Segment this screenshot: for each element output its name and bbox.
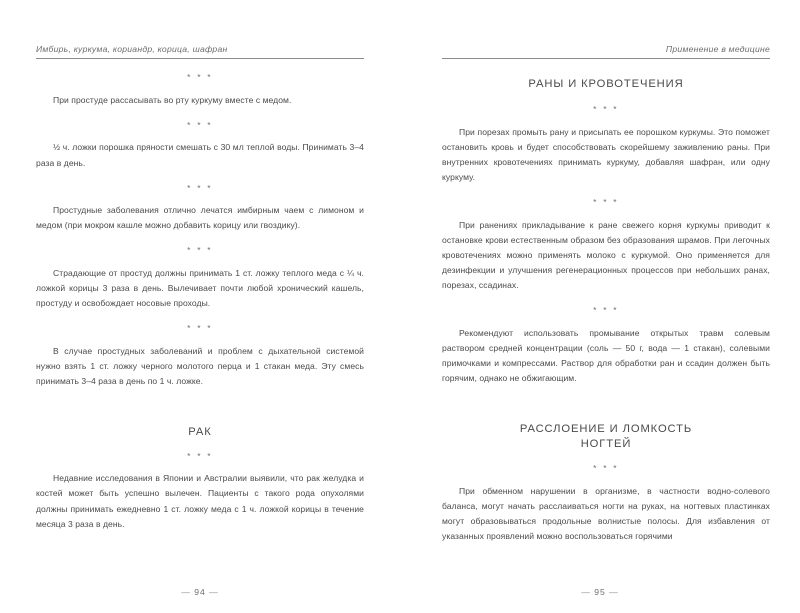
- section-cancer: [36, 425, 364, 440]
- running-head-rule-right: [442, 58, 770, 59]
- separator-asterisks: * * *: [593, 197, 619, 208]
- running-head-right: Применение в медицине: [665, 44, 770, 54]
- section-nails: [442, 422, 770, 452]
- folio-dash-left: —: [581, 587, 591, 597]
- separator-asterisks: * * *: [187, 245, 213, 256]
- section-heading-nails-line1: РАССЛОЕНИЕ И ЛОМКОСТЬ: [519, 423, 693, 436]
- separator-asterisks: * * *: [187, 119, 213, 130]
- page-right: [400, 0, 800, 613]
- separator-asterisks: * * *: [187, 450, 213, 461]
- section-heading-cancer: РАК: [188, 425, 212, 438]
- paragraph-cancer-research: Недавние исследования в Японии и Австралии выявили, что рак желудка и костей может быть успешно вылечен. Пациенты с такого рода опухолями должны принимать ежедневно 1 ст. ложку меда с 1 ч. ложкой корицы в течение месяца 3 раза в день.: [36, 473, 364, 529]
- folio-dash-left: —: [181, 587, 191, 597]
- paragraph-spice-powder-water: ½ ч. ложки порошка пряности смешать с 30 мл теплой воды. Принимать 3–4 раза в день.: [36, 142, 364, 168]
- running-head-left: Имбирь, куркума, кориандр, корица, шафран: [36, 44, 228, 54]
- separator-asterisks: * * *: [593, 104, 619, 115]
- paragraph-ginger-tea: Простудные заболевания отлично лечатся имбирным чаем с лимоном и медом (при мокром кашле можно добавить корицу или гвоздику).: [36, 205, 364, 231]
- separator-asterisks: * * *: [187, 323, 213, 334]
- paragraph-cold-turmeric-honey: При простуде рассасывать во рту куркуму вместе с медом.: [53, 94, 292, 105]
- paragraph-black-pepper-honey: В случае простудных заболеваний и проблем с дыхательной системой нужно взять 1 ст. ложку черного молотого перца и 1 стакан меда. Эту смесь принимать 3–4 раза в день по 1 ч. ложке.: [36, 345, 364, 386]
- separator-asterisks: * * *: [593, 305, 619, 316]
- running-head-rule-left: [36, 58, 364, 59]
- paragraph-honey-cinnamon-cough: Страдающие от простуд должны принимать 1 ст. ложку теплого меда с ¼ ч. ложкой корицы 3 раза в день. Вылечивает почти любой хронический кашель, простуду и освобождает носовые проходы.: [36, 267, 364, 308]
- separator-asterisks: * * *: [187, 182, 213, 193]
- folio-dash-right: —: [609, 587, 619, 597]
- folio-dash-right: —: [209, 587, 219, 597]
- folio-left: [0, 587, 400, 597]
- left-page-column: [36, 73, 364, 531]
- paragraph-saline-solution: Рекомендуют использовать промывание открытых травм солевым раствором средней концентрации (соль — 50 г, вода — 1 стакан), солевыми примочками и компрессами. Раствор для обработки ран и ссадин должен быть горячим, однако не обжигающим.: [442, 327, 770, 383]
- section-wounds: [442, 77, 770, 92]
- right-page-column: [442, 77, 770, 544]
- folio-number-right: 95: [594, 587, 606, 597]
- paragraph-fresh-turmeric-root: При ранениях прикладывание к ране свежего корня куркумы приводит к остановке крови естественным образом без образования шрамов. При легочных кровотечениях можно применять молоко с куркумой. Оно применяется для дезинфекции и улучшения регенерационных процессов при небольших ранах, порезах, ссадинах.: [442, 219, 770, 291]
- paragraph-nail-delamination: При обменном нарушении в организме, в частности водно-солевого баланса, могут начать расслаиваться ногти на руках, на ногтевых пластинках могут образовываться продольные волнистые полосы. Для избавления от указанных проявлений можно воспользоваться горячими: [442, 485, 770, 541]
- folio-number-left: 94: [194, 587, 206, 597]
- section-heading-nails-line2: НОГТЕЙ: [580, 438, 632, 451]
- section-heading-wounds: РАНЫ И КРОВОТЕЧЕНИЯ: [528, 78, 684, 91]
- paragraph-cuts-turmeric-powder: При порезах промыть рану и присыпать ее порошком куркумы. Это поможет остановить кровь и будет способствовать скорейшему заживлению раны. При внутренних кровотечениях принимать куркуму, добавляя шафран, или одну куркуму.: [442, 126, 770, 183]
- folio-right: [400, 587, 800, 597]
- separator-asterisks: * * *: [187, 72, 213, 83]
- separator-asterisks: * * *: [593, 463, 619, 474]
